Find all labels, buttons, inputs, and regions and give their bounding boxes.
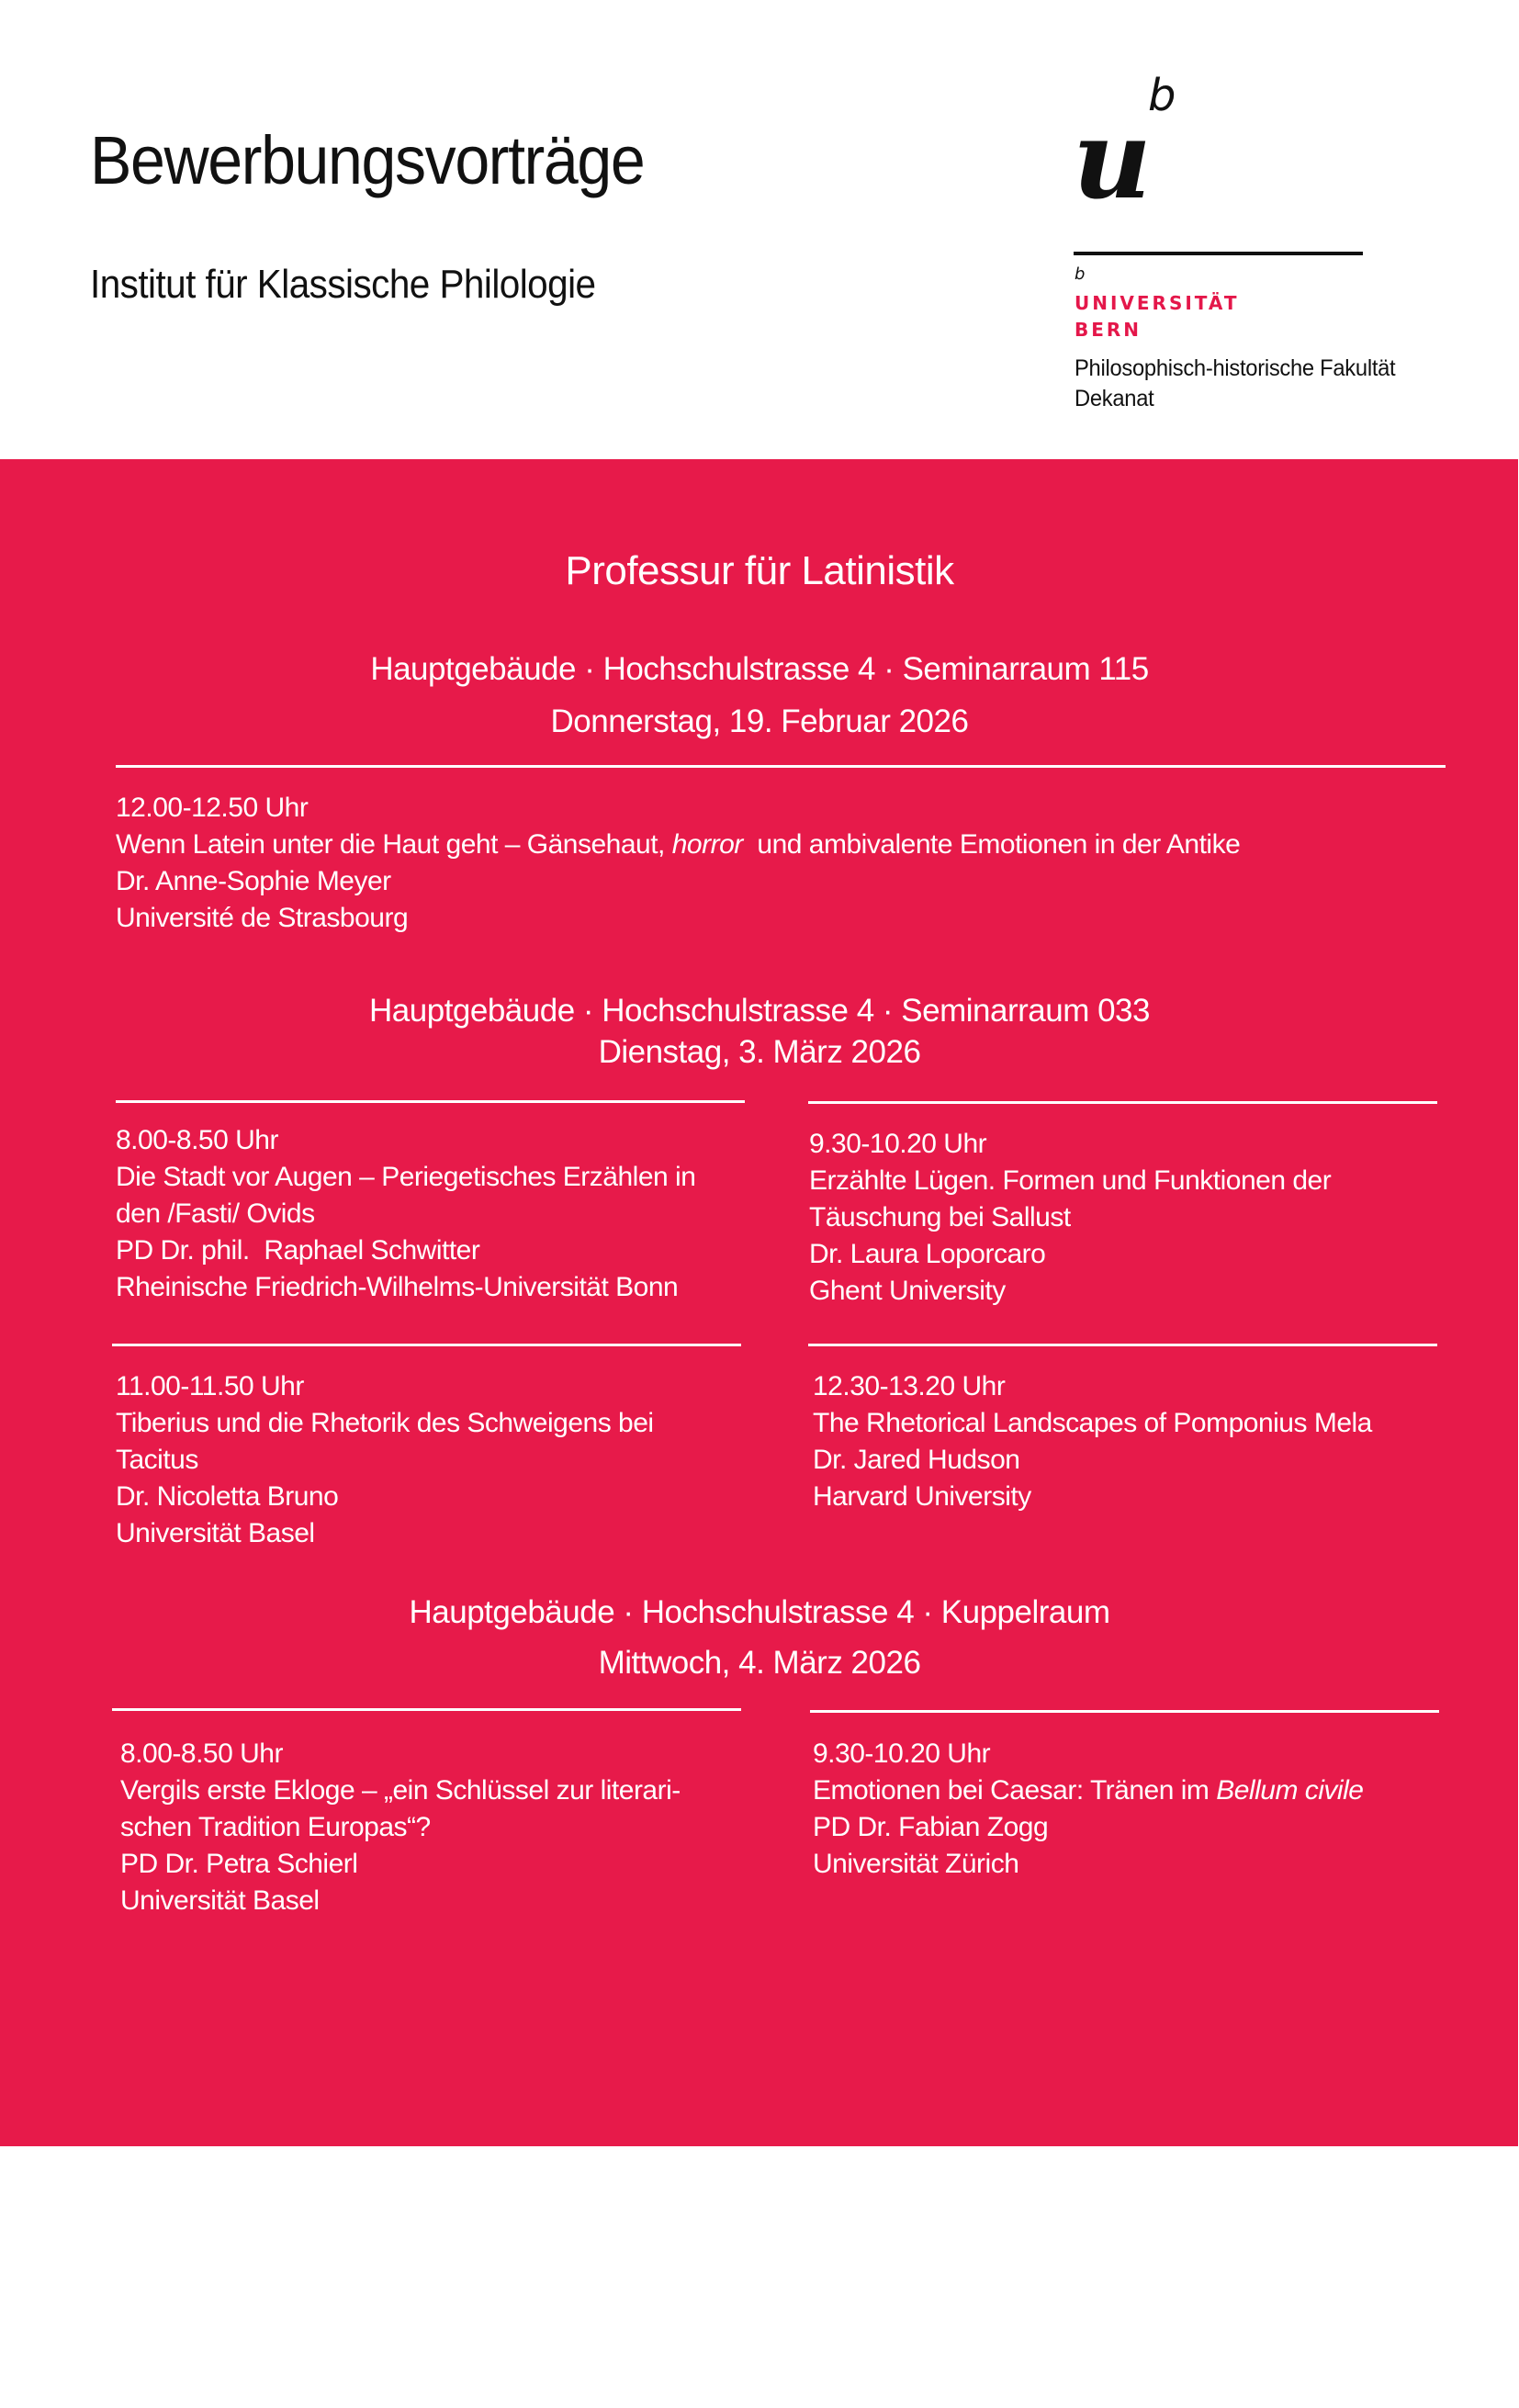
talk-speaker: PD Dr. phil. Raphael Schwitter	[116, 1235, 480, 1266]
talk-time: 12.00-12.50 Uhr	[116, 793, 309, 823]
talk-affiliation: Universität Basel	[120, 1885, 320, 1916]
logo-b-superscript: b	[1148, 70, 1176, 121]
talk-speaker: Dr. Jared Hudson	[813, 1445, 1020, 1475]
talk-time: 11.00-11.50 Uhr	[116, 1371, 304, 1401]
talk-title-line2: Täuschung bei Sallust	[809, 1202, 1071, 1232]
university-logo	[1073, 70, 1458, 422]
day-2-divider-right-2	[808, 1344, 1437, 1346]
logo-divider	[1074, 252, 1363, 255]
university-name-line2: BERN	[1075, 319, 1142, 341]
talk-speaker: PD Dr. Petra Schierl	[120, 1849, 358, 1879]
talk-item	[809, 1126, 1331, 1310]
talk-affiliation: Harvard University	[813, 1481, 1031, 1512]
talk-item	[116, 790, 1240, 937]
talk-item	[813, 1368, 1372, 1515]
talk-affiliation: Universität Zürich	[813, 1849, 1019, 1879]
logo-small-b: b	[1075, 264, 1086, 284]
talk-title-line1: The Rhetorical Landscapes of Pomponius Mela	[813, 1408, 1372, 1438]
talk-time: 9.30-10.20 Uhr	[809, 1129, 987, 1159]
talk-title-text: Emotionen bei Caesar: Tränen im	[813, 1775, 1217, 1806]
day-1-date: Donnerstag, 19. Februar 2026	[550, 703, 969, 739]
schedule-panel	[0, 459, 1518, 2146]
talk-title-text-end: und ambivalente Emotionen in der Antike	[742, 829, 1241, 860]
faculty-name: Philosophisch-historische Fakultät	[1075, 355, 1396, 381]
talk-title-line2: schen Tradition Europas“?	[120, 1812, 431, 1842]
day-2-divider-right-1	[808, 1101, 1437, 1104]
day-2-date: Dienstag, 3. März 2026	[598, 1034, 921, 1070]
day-3-date: Mittwoch, 4. März 2026	[598, 1645, 921, 1681]
talk-affiliation: Universität Basel	[116, 1518, 315, 1548]
university-name	[1075, 290, 1239, 343]
talk-time: 8.00-8.50 Uhr	[116, 1125, 278, 1155]
institute-subtitle: Institut für Klassische Philologie	[90, 262, 596, 307]
talk-title-line2: Tacitus	[116, 1445, 198, 1475]
talk-affiliation: Université de Strasbourg	[116, 903, 409, 933]
day-1-location: Hauptgebäude · Hochschulstrasse 4 · Seminarraum 115	[370, 651, 1149, 687]
page-title: Bewerbungsvorträge	[90, 122, 645, 198]
talk-speaker: Dr. Anne-Sophie Meyer	[116, 866, 391, 896]
logo-u-mark: u	[1073, 96, 1152, 223]
talk-title-line1: Vergils erste Ekloge – „ein Schlüssel zur literari-	[120, 1775, 681, 1806]
day-3-divider-left	[112, 1708, 741, 1711]
talk-affiliation: Ghent University	[809, 1276, 1006, 1306]
talk-item	[120, 1736, 681, 1919]
faculty-block	[1075, 354, 1395, 415]
talk-title	[813, 1772, 1363, 1809]
talk-title-line1: Erzählte Lügen. Formen und Funktionen der	[809, 1165, 1332, 1196]
day-2-divider-left-2	[112, 1344, 741, 1346]
talk-title-line1: Die Stadt vor Augen – Periegetisches Erzählen in	[116, 1162, 696, 1192]
day-3-location: Hauptgebäude · Hochschulstrasse 4 · Kuppelraum	[409, 1594, 1110, 1630]
talk-speaker: Dr. Nicoletta Bruno	[116, 1481, 339, 1512]
talk-title-line1: Tiberius und die Rhetorik des Schweigens bei	[116, 1408, 654, 1438]
talk-item	[116, 1122, 695, 1306]
talk-title-italic: Bellum civile	[1216, 1775, 1364, 1806]
talk-item	[813, 1736, 1363, 1883]
poster-header	[0, 0, 1519, 459]
talk-time: 9.30-10.20 Uhr	[813, 1738, 991, 1769]
day-2-divider-left-1	[116, 1100, 745, 1103]
talk-speaker: Dr. Laura Loporcaro	[809, 1239, 1046, 1269]
university-name-line1: UNIVERSITÄT	[1075, 292, 1240, 314]
talk-title-line2: den /Fasti/ Ovids	[116, 1198, 315, 1229]
talk-time: 8.00-8.50 Uhr	[120, 1738, 283, 1769]
professorship-heading: Professur für Latinistik	[565, 548, 954, 593]
talk-title-text: Wenn Latein unter die Haut geht – Gänsehaut,	[116, 829, 672, 860]
talk-affiliation: Rheinische Friedrich-Wilhelms-Universität Bonn	[116, 1272, 679, 1302]
talk-title-italic: horror	[671, 829, 743, 860]
day-2-location: Hauptgebäude · Hochschulstrasse 4 · Seminarraum 033	[369, 993, 1150, 1029]
talk-time: 12.30-13.20 Uhr	[813, 1371, 1006, 1401]
day-1-divider	[116, 765, 1446, 768]
day-3-divider-right	[810, 1710, 1439, 1713]
talk-speaker: PD Dr. Fabian Zogg	[813, 1812, 1049, 1842]
faculty-office: Dekanat	[1075, 386, 1154, 412]
talk-item	[116, 1368, 654, 1552]
talk-title	[116, 827, 1240, 863]
